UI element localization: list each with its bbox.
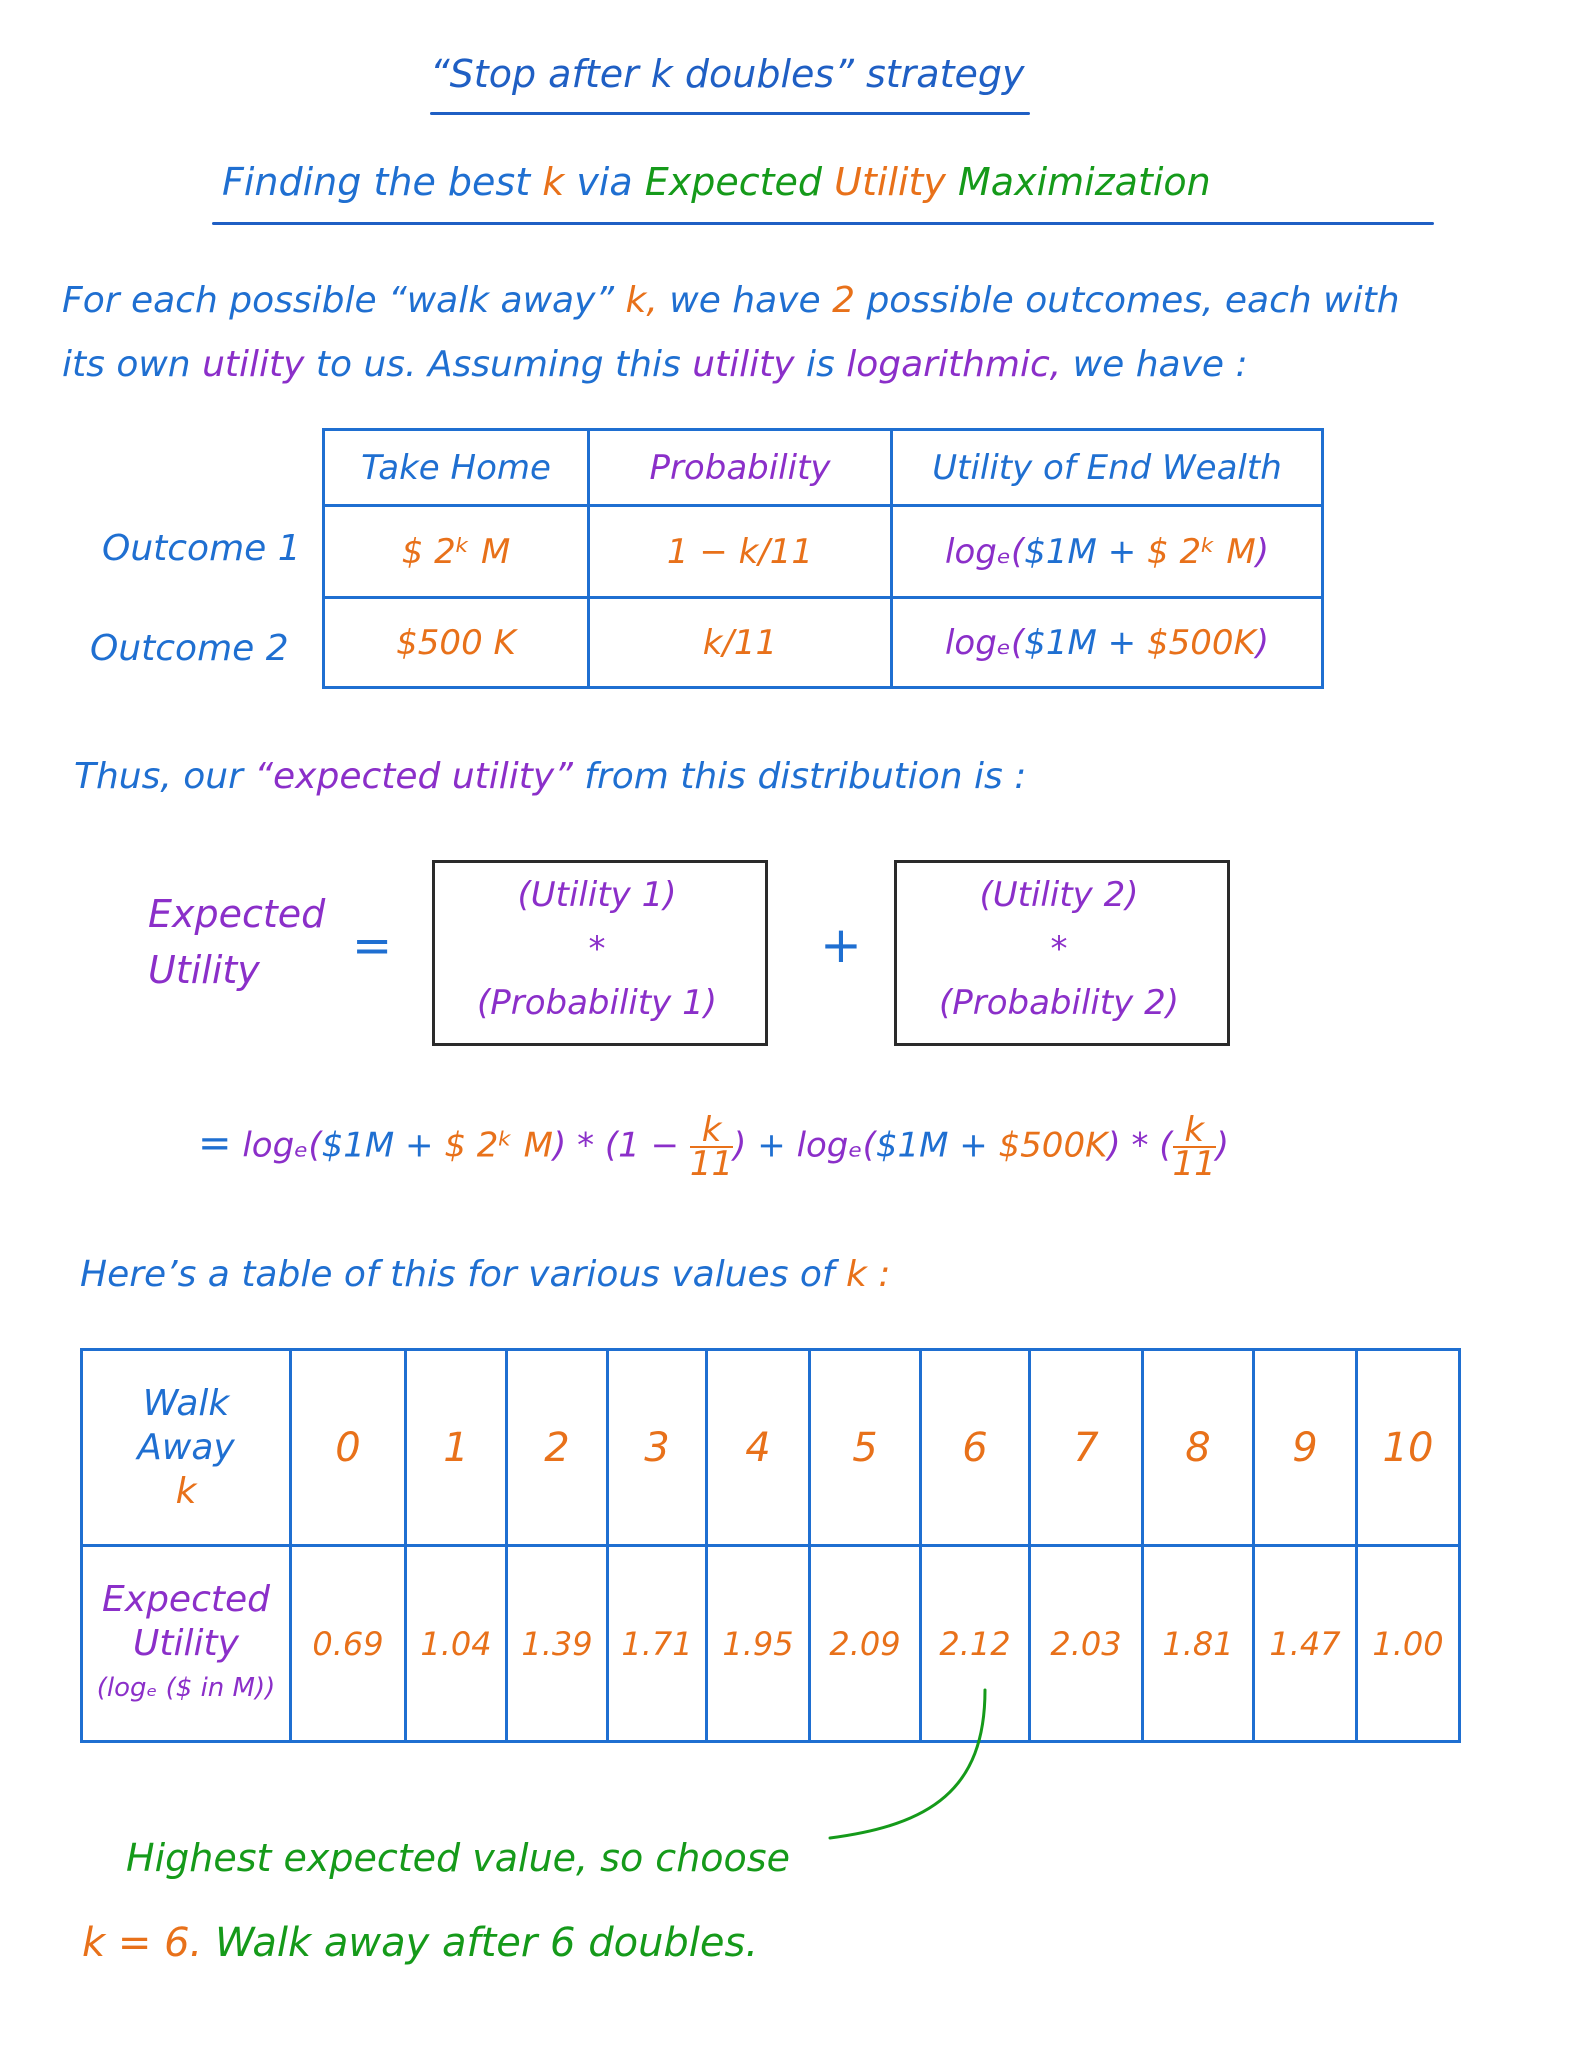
outcome-2-label: Outcome 2 (90, 628, 289, 669)
eu-cell: 1.95 (707, 1546, 810, 1742)
thus-line: Thus, our “expected utility” from this distribution is : (74, 756, 1027, 797)
intro-line-1: For each possible “walk away” k, we have 2 possible outcomes, each with (62, 280, 1400, 321)
k-cell: 9 (1254, 1350, 1357, 1546)
formula-equals: = (352, 918, 393, 974)
outcome-2-probability: k/11 (589, 598, 892, 688)
eu-cell: 0.69 (291, 1546, 406, 1742)
formula-expanded: = logₑ($1M + $ 2ᵏ M) * (1 − $\frac{k}{11}$ ) + logₑ($1M + $500K) * ( $\frac{k}{11}$ ) (198, 1110, 1230, 1184)
k-cell: 8 (1143, 1350, 1254, 1546)
table-intro: Here’s a table of this for various values of k : (80, 1254, 891, 1295)
eu-cell: 1.39 (507, 1546, 608, 1742)
k-cell: 4 (707, 1350, 810, 1546)
k-cell: 3 (608, 1350, 707, 1546)
k-cell: 7 (1030, 1350, 1143, 1546)
eu-cell: 2.03 (1030, 1546, 1143, 1742)
eu-cell: 1.00 (1357, 1546, 1460, 1742)
formula-lhs: Expected Utility (148, 892, 326, 992)
conclusion-line-2: k = 6. Walk away after 6 doubles. (82, 1920, 759, 1966)
outcome-1-label: Outcome 1 (102, 528, 301, 569)
k-cell: 5 (810, 1350, 921, 1546)
eu-cell: 1.04 (406, 1546, 507, 1742)
pointer-curve (780, 1680, 1080, 1880)
eu-cell: 1.47 (1254, 1546, 1357, 1742)
outcome-1-utility: logₑ($1M + $ 2ᵏ M) (892, 506, 1323, 598)
eu-cell: 1.71 (608, 1546, 707, 1742)
k-cell: 0 (291, 1350, 406, 1546)
eu-cell: 2.09 (810, 1546, 921, 1742)
header-utility: Utility of End Wealth (892, 430, 1323, 506)
outcome-1-take-home: $ 2ᵏ M (324, 506, 589, 598)
k-table (80, 1348, 1461, 1743)
k-cell: 1 (406, 1350, 507, 1546)
outcome-2-utility: logₑ($1M + $500K) (892, 598, 1323, 688)
bracket-2-content: (Utility 2) * (Probability 2) (938, 875, 1180, 1023)
intro-line-2: its own utility to us. Assuming this utility is logarithmic, we have : (62, 344, 1248, 385)
k-cell: 2 (507, 1350, 608, 1546)
outcome-table (322, 428, 1324, 689)
walk-away-header: Walk Away k (82, 1350, 291, 1546)
title-underline (430, 112, 1030, 115)
conclusion-line-1: Highest expected value, so choose (126, 1836, 790, 1880)
eu-cell-highest: 2.12 (921, 1546, 1030, 1742)
bracket-1-content: (Utility 1) * (Probability 1) (476, 875, 718, 1023)
k-cell: 10 (1357, 1350, 1460, 1546)
k-cell: 6 (921, 1350, 1030, 1546)
subtitle-underline (212, 222, 1434, 225)
outcome-2-take-home: $500 K (324, 598, 589, 688)
formula-plus: + (820, 916, 862, 974)
eu-cell: 1.81 (1143, 1546, 1254, 1742)
subtitle: Finding the best k via Expected Utility Maximization (222, 160, 1211, 204)
outcome-1-probability: 1 − k/11 (589, 506, 892, 598)
page-title: “Stop after k doubles” strategy (430, 52, 1025, 96)
expected-utility-header: Expected Utility (logₑ ($ in M)) (82, 1546, 291, 1742)
header-probability: Probability (589, 430, 892, 506)
header-take-home: Take Home (324, 430, 589, 506)
